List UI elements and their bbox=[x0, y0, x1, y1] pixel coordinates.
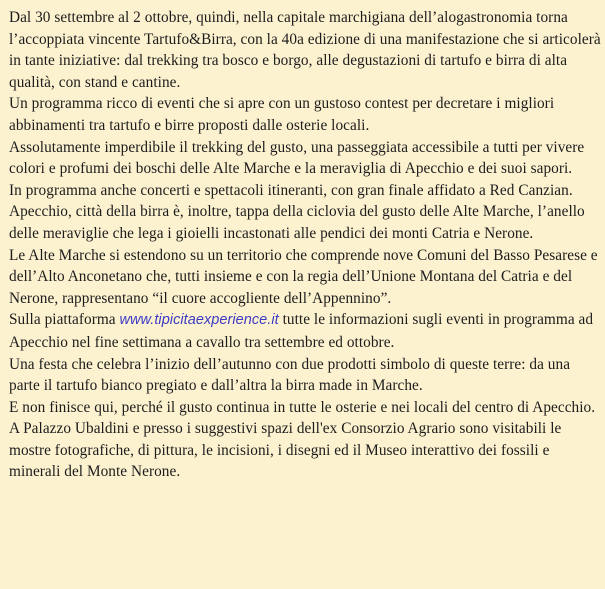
paragraph-alte-marche: Le Alte Marche si estendono su un territorio che comprende nove Comuni del Basso Pesarese e dell’Alto Anconetano che, tutti insieme e con la regia dell’Unione Montana del Catria e del Nerone, rappresentano “il cuore accogliente dell’Appennino”. bbox=[9, 246, 598, 307]
paragraph-ciclovia: Apecchio, città della birra è, inoltre, tappa della ciclovia del gusto delle Alte Marche, l’anello delle meraviglie che lega i gioielli incastonati alle pendici dei monti Catria e Nerone. bbox=[9, 203, 585, 242]
article-body bbox=[9, 7, 601, 483]
paragraph-platform bbox=[9, 309, 601, 353]
paragraph-autumn-festival: Una festa che celebra l’inizio dell’autunno con due prodotti simbolo di queste terre: da una parte il tartufo bianco pregiato e dall’altra la birra made in Marche. bbox=[9, 355, 571, 395]
paragraph-osterie: E non finisce qui, perché il gusto continua in tutte le osterie e nei locali del centro di Apecchio. bbox=[9, 398, 596, 416]
paragraph-contest: Un programma ricco di eventi che si apre con un gustoso contest per decretare i migliori abbinamenti tra tartufo e birre proposti dalle osterie locali. bbox=[9, 95, 555, 134]
paragraph-intro: Dal 30 settembre al 2 ottobre, quindi, nella capitale marchigiana dell’alogastronomia torna l’accoppiata vincente Tartufo&Birra, con la 40a edizione di una manifestazione che si articolerà in tante iniziative: dal trekking tra bosco e borgo, alle degustazioni di tartufo e birra di alta qualità, con stand e cantine. bbox=[9, 9, 601, 91]
paragraph-concerts: In programma anche concerti e spettacoli itineranti, con gran finale affidato a Red Canzian. bbox=[9, 181, 573, 199]
paragraph-palazzo-ubaldini: A Palazzo Ubaldini e presso i suggestivi spazi dell'ex Consorzio Agrario sono visitabili le mostre fotografiche, di pittura, le incisioni, i disegni ed il Museo interattivo dei fossili e minerali del Monte Nerone. bbox=[9, 420, 562, 481]
paragraph-trekking: Assolutamente imperdibile il trekking del gusto, una passeggiata accessibile a tutti per vivere colori e profumi dei boschi delle Alte Marche e la meraviglia di Apecchio e dei suoi sapori. bbox=[9, 138, 585, 178]
platform-text-after: tutte le informazioni sugli eventi in programma ad Apecchio nel fine settimana a cavallo tra settembre ed ottobre. bbox=[9, 311, 594, 351]
platform-text-before: Sulla piattaforma bbox=[9, 311, 120, 329]
tipicita-link[interactable]: www.tipicitaexperience.it bbox=[119, 312, 279, 329]
